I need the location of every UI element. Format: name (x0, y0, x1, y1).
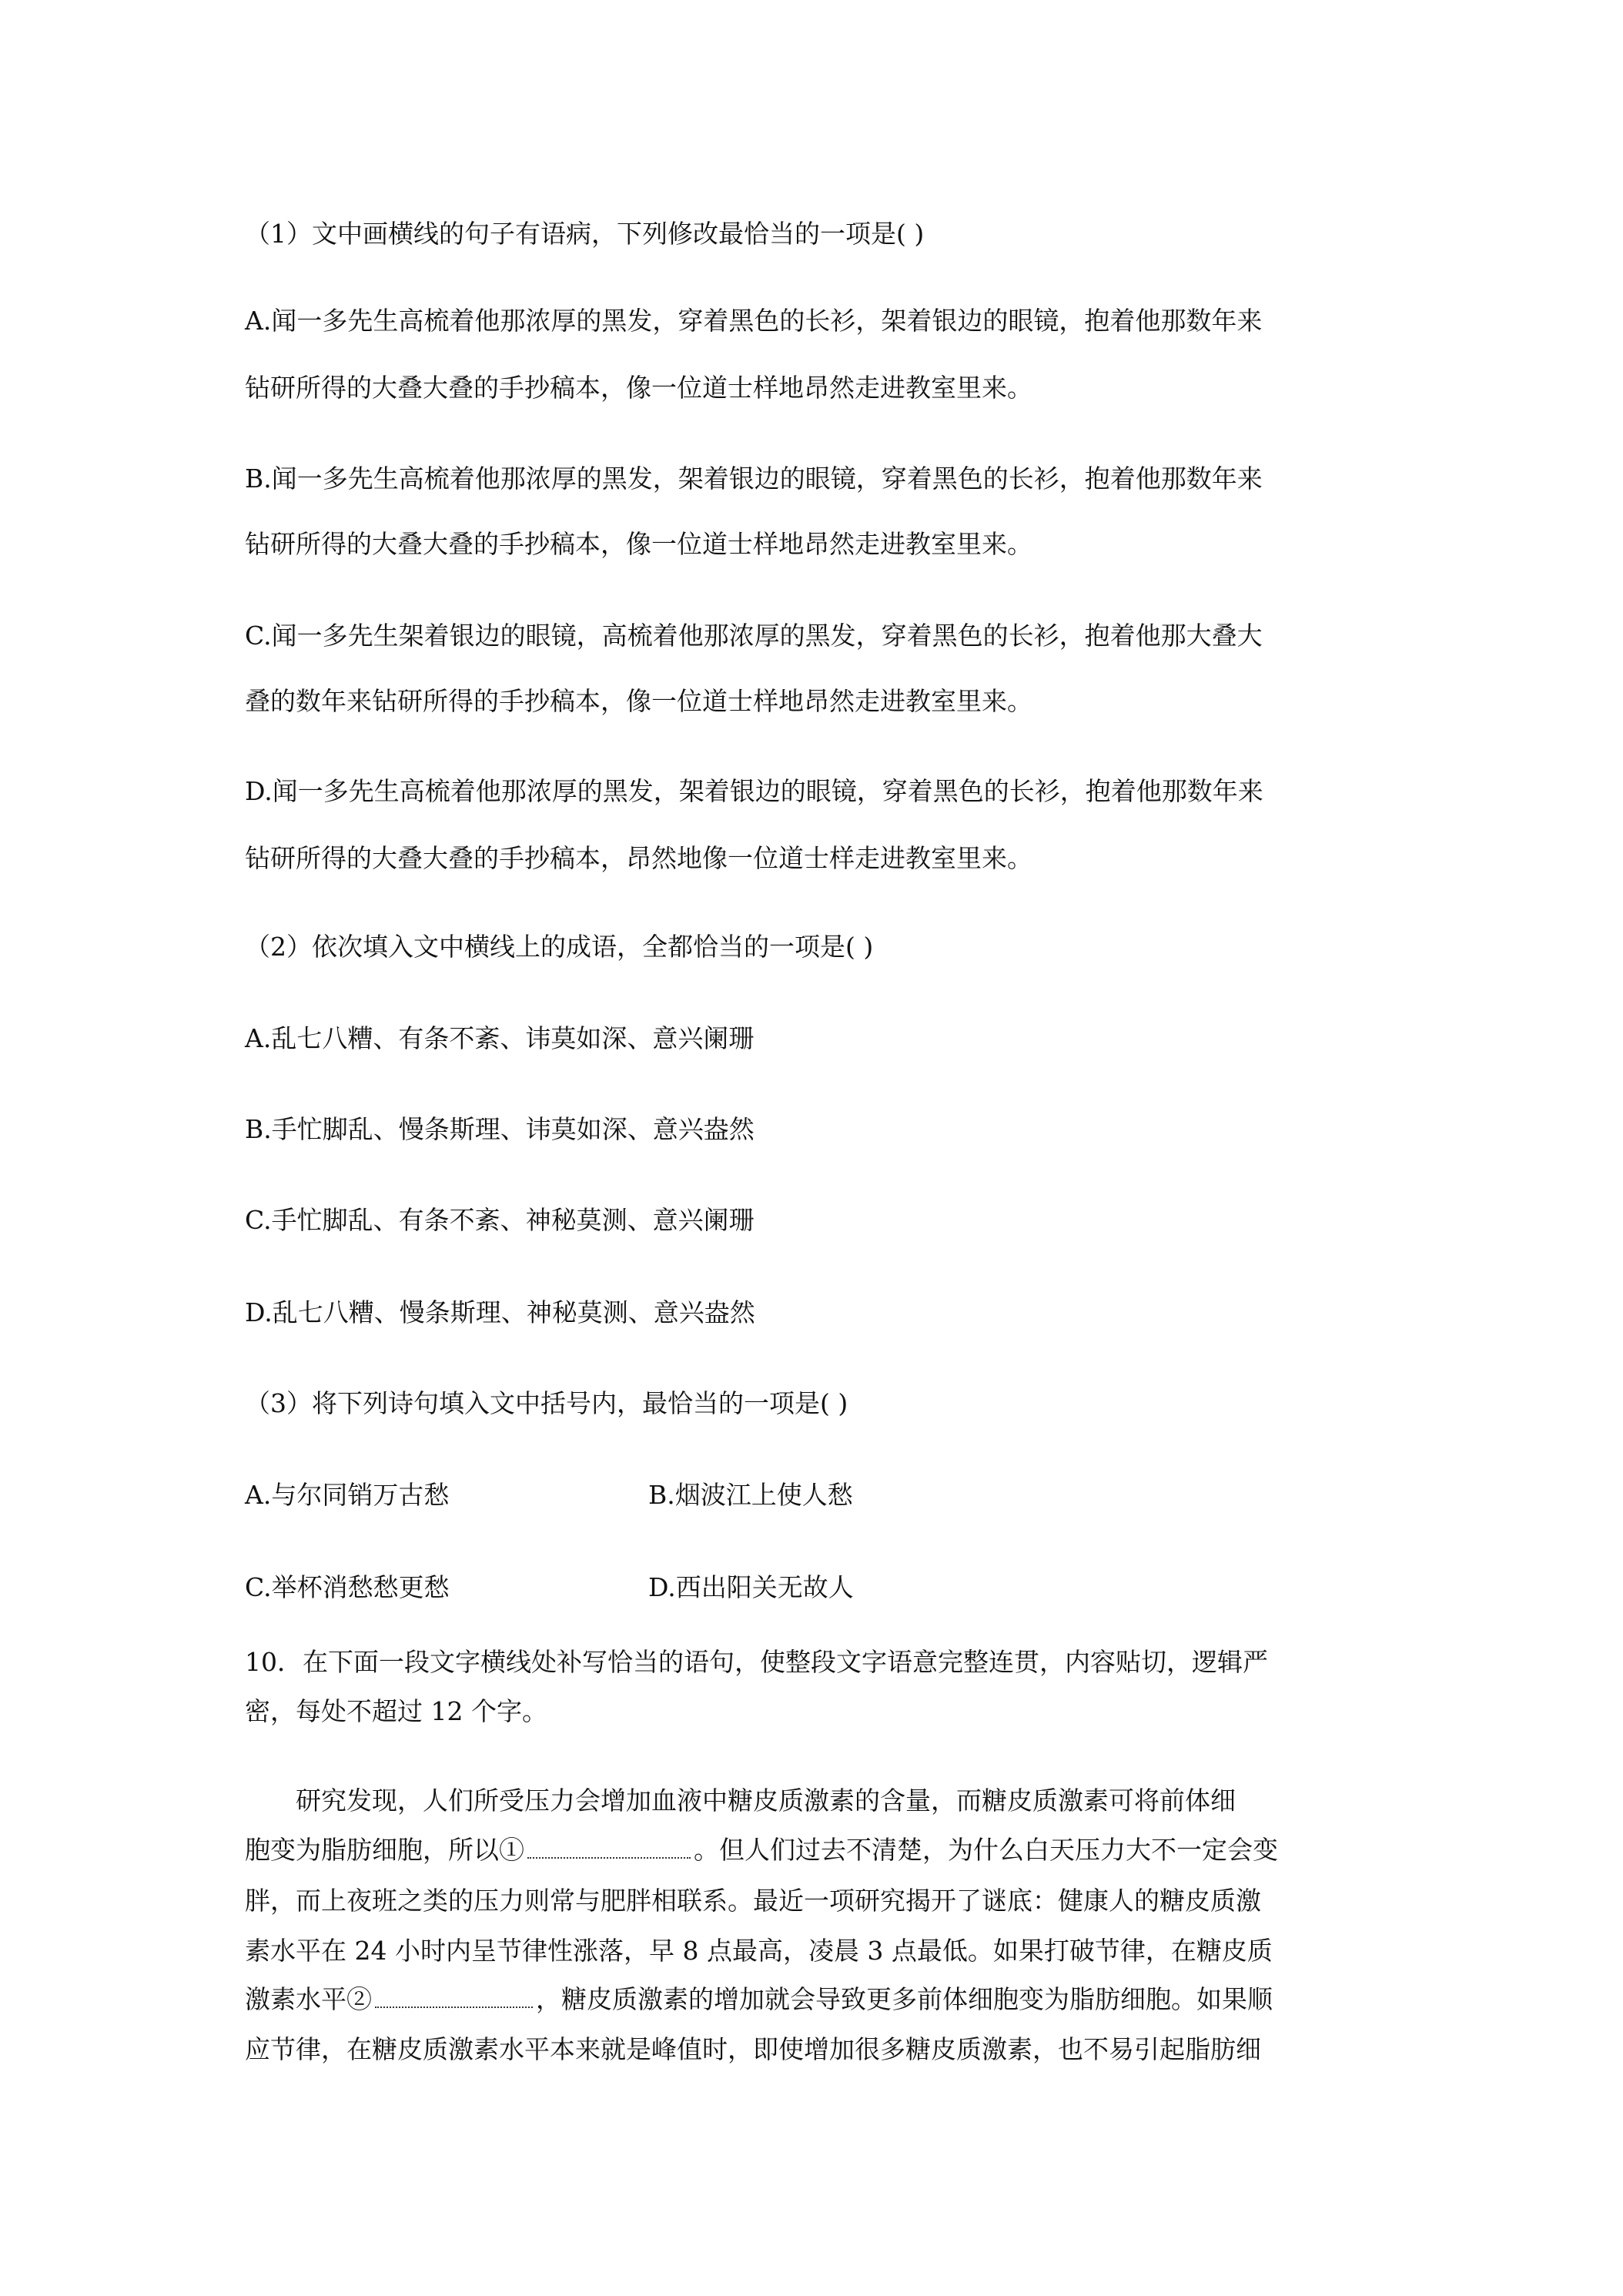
q2-option-c: C.手忙脚乱、有条不紊、神秘莫测、意兴阑珊 (245, 1205, 755, 1235)
q10-paragraph-line5 (245, 1983, 1400, 2017)
answer-blank-1[interactable] (527, 1849, 691, 1859)
q1-option-a-line1: A.闻一多先生高梳着他那浓厚的黑发，穿着黑色的长衫，架着银边的眼镜，抱着他那数年来 (245, 306, 1263, 336)
q1-option-c-line1: C.闻一多先生架着银边的眼镜，高梳着他那浓厚的黑发，穿着黑色的长衫，抱着他那大叠大 (245, 621, 1263, 651)
answer-blank-2[interactable] (375, 1999, 533, 2008)
q2-stem: （2）依次填入文中横线上的成语，全都恰当的一项是( ) (245, 932, 874, 962)
q10-paragraph-line6: 应节律，在糖皮质激素水平本来就是峰值时，即使增加很多糖皮质激素，也不易引起脂肪细 (245, 2034, 1261, 2064)
q1-option-d-line1: D.闻一多先生高梳着他那浓厚的黑发，架着银边的眼镜，穿着黑色的长衫，抱着他那数年来 (245, 776, 1263, 806)
q10-paragraph-line4: 素水平在 24 小时内呈节律性涨落，早 8 点最高，凌晨 3 点最低。如果打破节律，在糖皮质 (245, 1936, 1273, 1966)
q2-option-d: D.乱七八糟、慢条斯理、神秘莫测、意兴盎然 (245, 1297, 755, 1327)
q2-option-a: A.乱七八糟、有条不紊、讳莫如深、意兴阑珊 (245, 1023, 755, 1053)
q3-options-row2 (245, 1571, 1400, 1605)
q10-p2-after: 。但人们过去不清楚，为什么白天压力大不一定会变 (694, 1835, 1278, 1865)
q10-paragraph-line2 (245, 1833, 1400, 1867)
q10-paragraph-line3: 胖，而上夜班之类的压力则常与肥胖相联系。最近一项研究揭开了谜底：健康人的糖皮质激 (245, 1886, 1261, 1916)
q10-stem-line1: 10．在下面一段文字横线处补写恰当的语句，使整段文字语意完整连贯，内容贴切，逻辑严 (245, 1647, 1268, 1677)
q2-option-b: B.手忙脚乱、慢条斯理、讳莫如深、意兴盎然 (245, 1114, 755, 1144)
q1-option-b-line2: 钻研所得的大叠大叠的手抄稿本，像一位道士样地昂然走进教室里来。 (245, 529, 1032, 559)
q10-p2-before: 胞变为脂肪细胞，所以① (245, 1835, 524, 1865)
q3-option-d: D.西出阳关无故人 (648, 1572, 854, 1602)
q1-option-d-line2: 钻研所得的大叠大叠的手抄稿本，昂然地像一位道士样走进教室里来。 (245, 843, 1032, 873)
q3-stem: （3）将下列诗句填入文中括号内，最恰当的一项是( ) (245, 1388, 848, 1418)
q1-stem: （1）文中画横线的句子有语病，下列修改最恰当的一项是( ) (245, 219, 925, 249)
q1-option-a-line2: 钻研所得的大叠大叠的手抄稿本，像一位道士样地昂然走进教室里来。 (245, 373, 1032, 403)
q3-option-b: B.烟波江上使人愁 (648, 1480, 853, 1510)
q1-option-b-line1: B.闻一多先生高梳着他那浓厚的黑发，架着银边的眼镜，穿着黑色的长衫，抱着他那数年来 (245, 464, 1263, 494)
q10-p5-after: ，糖皮质激素的增加就会导致更多前体细胞变为脂肪细胞。如果顺 (536, 1984, 1273, 2014)
q3-option-c: C.举杯消愁愁更愁 (245, 1572, 450, 1602)
q10-p5-before: 激素水平② (245, 1984, 372, 2014)
q10-paragraph-line1: 研究发现，人们所受压力会增加血液中糖皮质激素的含量，而糖皮质激素可将前体细 (296, 1786, 1236, 1816)
q1-option-c-line2: 叠的数年来钻研所得的手抄稿本，像一位道士样地昂然走进教室里来。 (245, 686, 1032, 716)
q3-options-row1 (245, 1478, 1400, 1512)
q10-stem-line2: 密，每处不超过 12 个字。 (245, 1696, 547, 1726)
q3-option-a: A.与尔同销万古愁 (245, 1480, 450, 1510)
